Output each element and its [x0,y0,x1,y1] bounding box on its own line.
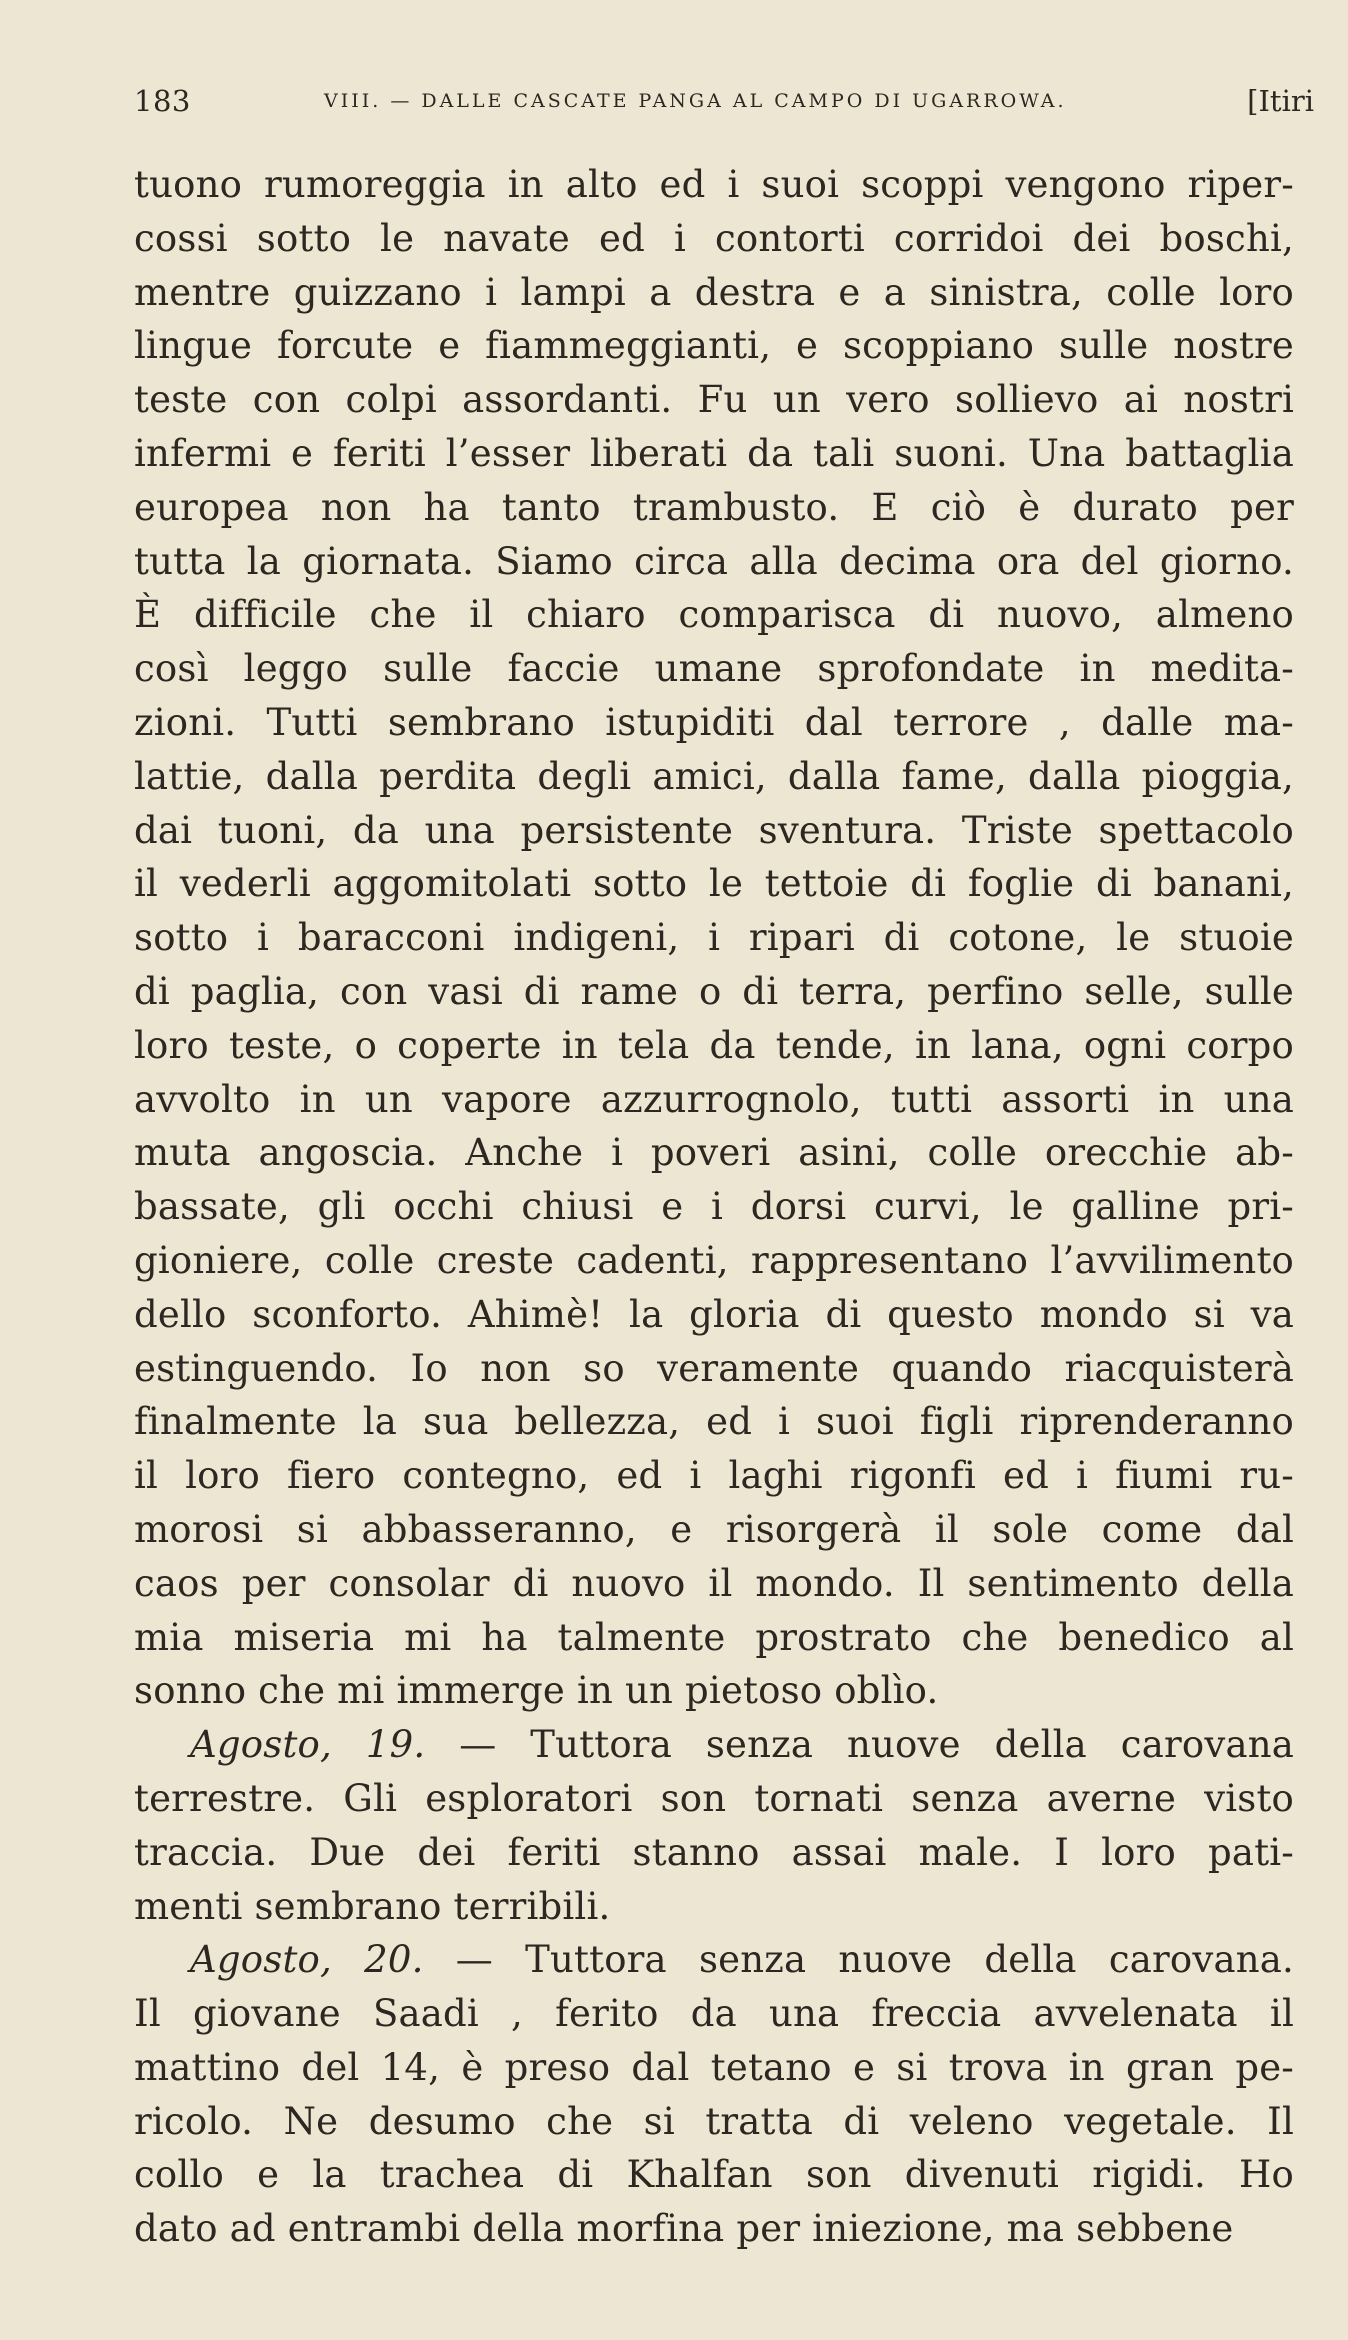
text-line [134,1933,1294,1987]
section-tag: [Itiri [1247,84,1314,118]
paragraph [134,158,1294,1718]
text-line: menti sembrano terribili. [134,1884,611,1928]
text-line: tuono rumoreggia in alto ed i suoi scoppi vengono riper- [134,163,1294,206]
text-line: traccia. Due dei feriti stanno assai male. I loro pati- [134,1830,1294,1874]
text-line: il vederli aggomitolati sotto le tettoie di foglie di banani, [134,862,1294,906]
text-line: cossi sotto le navate ed i contorti corridoi dei boschi, [134,216,1294,260]
text-line: avvolto in un vapore azzurrognolo, tutti assorti in una [134,1077,1294,1121]
text-line: lingue forcute e fiammeggianti, e scoppiano sulle nostre [134,324,1294,368]
text-line: dato ad entrambi della morfina per iniezione, ma sebbene [134,2207,1234,2251]
text-line: dai tuoni, da una persistente sventura. Triste spettacolo [134,808,1294,852]
entry-first-line-text: — Tuttora senza nuove della carovana [425,1723,1294,1767]
page-header [134,84,1314,124]
text-line: infermi e feriti l’esser liberati da tali suoni. Una battaglia [134,431,1294,475]
text-line: Il giovane Saadi , ferito da una freccia avvelenata il [134,1992,1294,2036]
text-line: caos per consolar di nuovo il mondo. Il sentimento della [134,1561,1294,1605]
text-line: sonno che mi immerge in un pietoso oblìo. [134,1669,939,1713]
text-line: gioniere, colle creste cadenti, rappresentano l’avvilimento [134,1238,1294,1282]
entry-date: Agosto, 20. [190,1938,424,1982]
text-line: loro teste, o coperte in tela da tende, in lana, ogni corpo [134,1023,1294,1067]
entry-date: Agosto, 19. [190,1723,426,1767]
body-text [134,158,1294,2256]
text-line: così leggo sulle faccie umane sprofondate in medita- [134,647,1294,691]
text-line: finalmente la sua bellezza, ed i suoi figli riprenderanno [134,1400,1294,1444]
page-number: 183 [134,84,191,118]
text-line: sotto i baracconi indigeni, i ripari di cotone, le stuoie [134,916,1294,960]
text-line: terrestre. Gli esploratori son tornati senza averne visto [134,1776,1294,1820]
text-line: ricolo. Ne desumo che si tratta di veleno vegetale. Il [134,2099,1294,2143]
text-line: morosi si abbasseranno, e risorgerà il sole come dal [134,1507,1294,1551]
text-line: dello sconforto. Ahimè! la gloria di questo mondo si va [134,1292,1294,1336]
text-line: estinguendo. Io non so veramente quando riacquisterà [134,1346,1294,1390]
text-line [134,1718,1294,1772]
paragraph [134,1718,1294,1933]
text-line: muta angoscia. Anche i poveri asini, colle orecchie ab- [134,1131,1294,1175]
text-line: mattino del 14, è preso dal tetano e si trova in gran pe- [134,2045,1294,2089]
text-line: mentre guizzano i lampi a destra e a sinistra, colle loro [134,270,1294,314]
text-line: È difficile che il chiaro comparisca di nuovo, almeno [134,593,1294,637]
text-line: europea non ha tanto trambusto. E ciò è durato per [134,485,1294,529]
text-line: mia miseria mi ha talmente prostrato che benedico al [134,1615,1294,1659]
running-title: VIII. — DALLE CASCATE PANGA AL CAMPO DI UGARROWA. [324,90,1067,112]
text-line: collo e la trachea di Khalfan son divenuti rigidi. Ho [134,2153,1294,2197]
text-line: teste con colpi assordanti. Fu un vero sollievo ai nostri [134,378,1294,422]
entry-first-line-text: — Tuttora senza nuove della carovana. [423,1938,1294,1982]
text-line: il loro fiero contegno, ed i laghi rigonfi ed i fiumi ru- [134,1454,1294,1498]
text-line: zioni. Tutti sembrano istupiditi dal terrore , dalle ma- [134,700,1294,744]
text-line: di paglia, con vasi di rame o di terra, perfino selle, sulle [134,969,1294,1013]
paragraph [134,1933,1294,2256]
text-line: tutta la giornata. Siamo circa alla decima ora del giorno. [134,539,1294,583]
text-line: lattie, dalla perdita degli amici, dalla fame, dalla pioggia, [134,754,1294,798]
text-line: bassate, gli occhi chiusi e i dorsi curvi, le galline pri- [134,1185,1294,1229]
